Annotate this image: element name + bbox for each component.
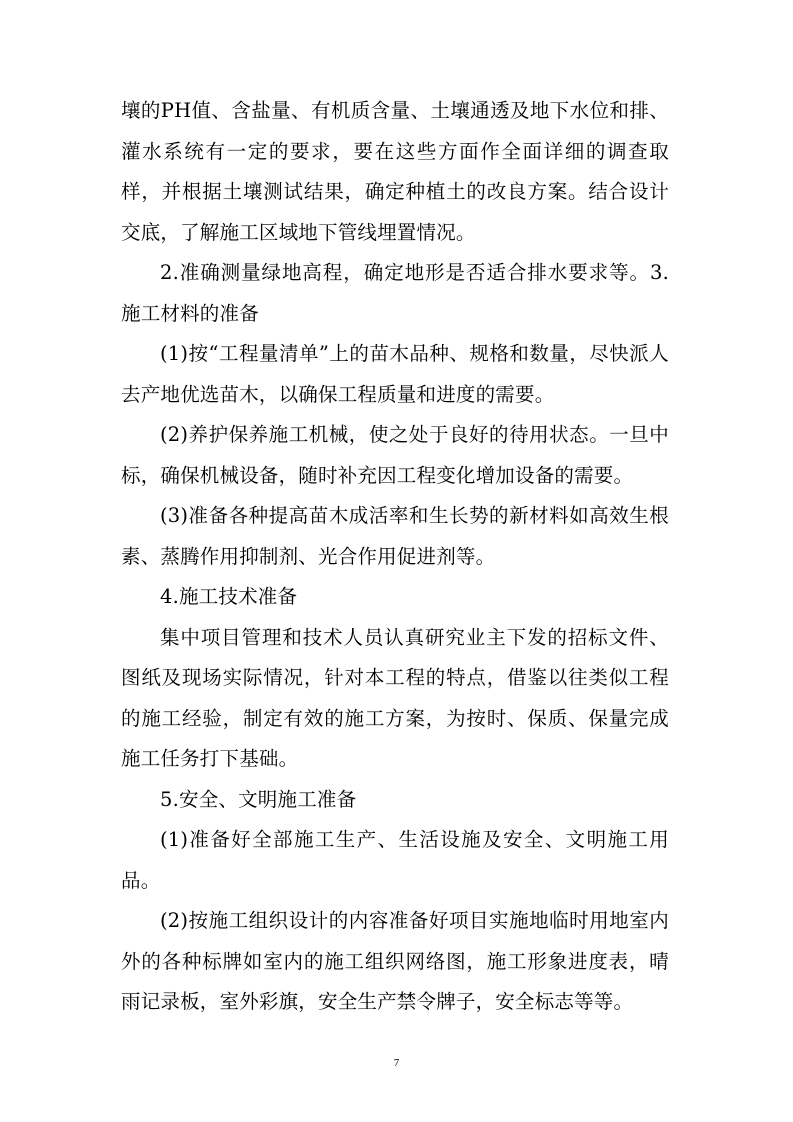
paragraph-soil-survey: 壤的PH值、含盐量、有机质含量、土壤通透及地下水位和排、灌水系统有一定的要求，要在这些方面作全面详细的调查取样，并根据土壤测试结果，确定种植土的改良方案。结合设计交底，了解施工区域地下管线埋置情况。: [121, 99, 669, 244]
paragraph-elevation-survey: 2.准确测量绿地高程，确定地形是否适合排水要求等。3.施工材料的准备: [121, 261, 669, 325]
paragraph-signage: (2)按施工组织设计的内容准备好项目实施地临时用地室内外的各种标牌如室内的施工组织网络图，施工形象进度表，晴雨记录板，室外彩旗，安全生产禁令牌子，安全标志等等。: [121, 909, 669, 1013]
heading-safety-preparation: 5.安全、文明施工准备: [160, 787, 357, 811]
heading-technical-preparation: 4.施工技术准备: [160, 585, 298, 608]
paragraph-technical-study: 集中项目管理和技术人员认真研究业主下发的招标文件、图纸及现场实际情况，针对本工程的特点，借鉴以往类似工程的施工经验，制定有效的施工方案，为按时、保质、保量完成施工任务打下基础。: [121, 625, 669, 770]
paragraph-new-materials: (3)准备各种提高苗木成活率和生长势的新材料如高效生根素、蒸腾作用抑制剂、光合作用促进剂等。: [121, 504, 669, 568]
paragraph-seedling-selection: (1)按“工程量清单”上的苗木品种、规格和数量，尽快派人去产地优选苗木，以确保工程质量和进度的需要。: [121, 342, 669, 406]
document-body: [121, 91, 669, 1023]
paragraph-machinery-maintenance: (2)养护保养施工机械，使之处于良好的待用状态。一旦中标，确保机械设备，随时补充因工程变化增加设备的需要。: [121, 423, 669, 487]
paragraph-safety-supplies: (1)准备好全部施工生产、生活设施及安全、文明施工用品。: [121, 828, 669, 892]
page-number: 7: [393, 1057, 400, 1069]
